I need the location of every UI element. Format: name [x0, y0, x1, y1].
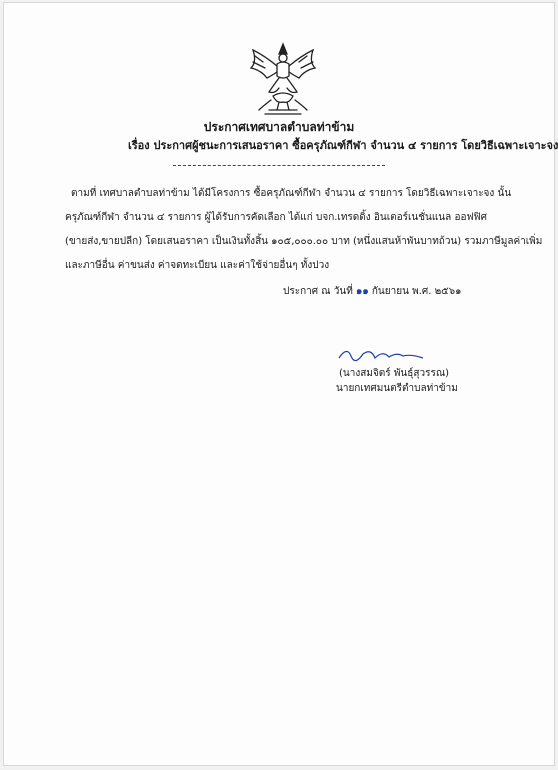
announcement-date — [283, 284, 461, 299]
signer-name: (นางสมจิตร์ พันธุ์สุวรรณ) — [339, 368, 450, 379]
date-month-year: กันยายน พ.ศ. ๒๕๖๑ — [371, 286, 462, 297]
paragraph-line-2: ครุภัณฑ์กีฬา จำนวน ๔ รายการ ผู้ได้รับการคัดเลือก ได้แก่ บจก.เทรดดิ้ง อินเตอร์เนชั่นแนล ออฟฟิศ — [65, 212, 487, 223]
garuda-emblem-icon — [243, 40, 323, 116]
signer-title: นายกเทศมนตรีตำบลท่าข้าม — [336, 383, 458, 394]
announcement-title: ประกาศเทศบาลตำบลท่าข้าม — [203, 120, 355, 134]
paragraph-line-3: (ขายส่ง,ขายปลีก) โดยเสนอราคา เป็นเงินทั้งสิ้น ๑๐๕,๐๐๐.๐๐ บาท (หนึ่งแสนห้าพันบาทถ้วน) รวมภาษีมูลค่าเพิ่ม — [65, 236, 543, 247]
signature-mark — [333, 342, 433, 366]
date-prefix: ประกาศ ณ วันที่ — [283, 286, 353, 297]
announcement-subject: เรื่อง ประกาศผู้ชนะการเสนอราคา ซื้อครุภัณฑ์กีฬา จำนวน ๔ รายการ โดยวิธีเฉพาะเจาะจง — [128, 139, 558, 152]
dashed-divider — [173, 165, 385, 166]
date-day: ๑๑ — [355, 286, 369, 297]
paragraph-line-1: ตามที่ เทศบาลตำบลท่าข้าม ได้มีโครงการ ซื้อครุภัณฑ์กีฬา จำนวน ๔ รายการ โดยวิธีเฉพาะเจาะจง นั้น — [71, 188, 512, 199]
paragraph-line-4: และภาษีอื่น ค่าขนส่ง ค่าจดทะเบียน และค่าใช้จ่ายอื่นๆ ทั้งปวง — [65, 260, 330, 271]
document-page — [3, 2, 558, 766]
